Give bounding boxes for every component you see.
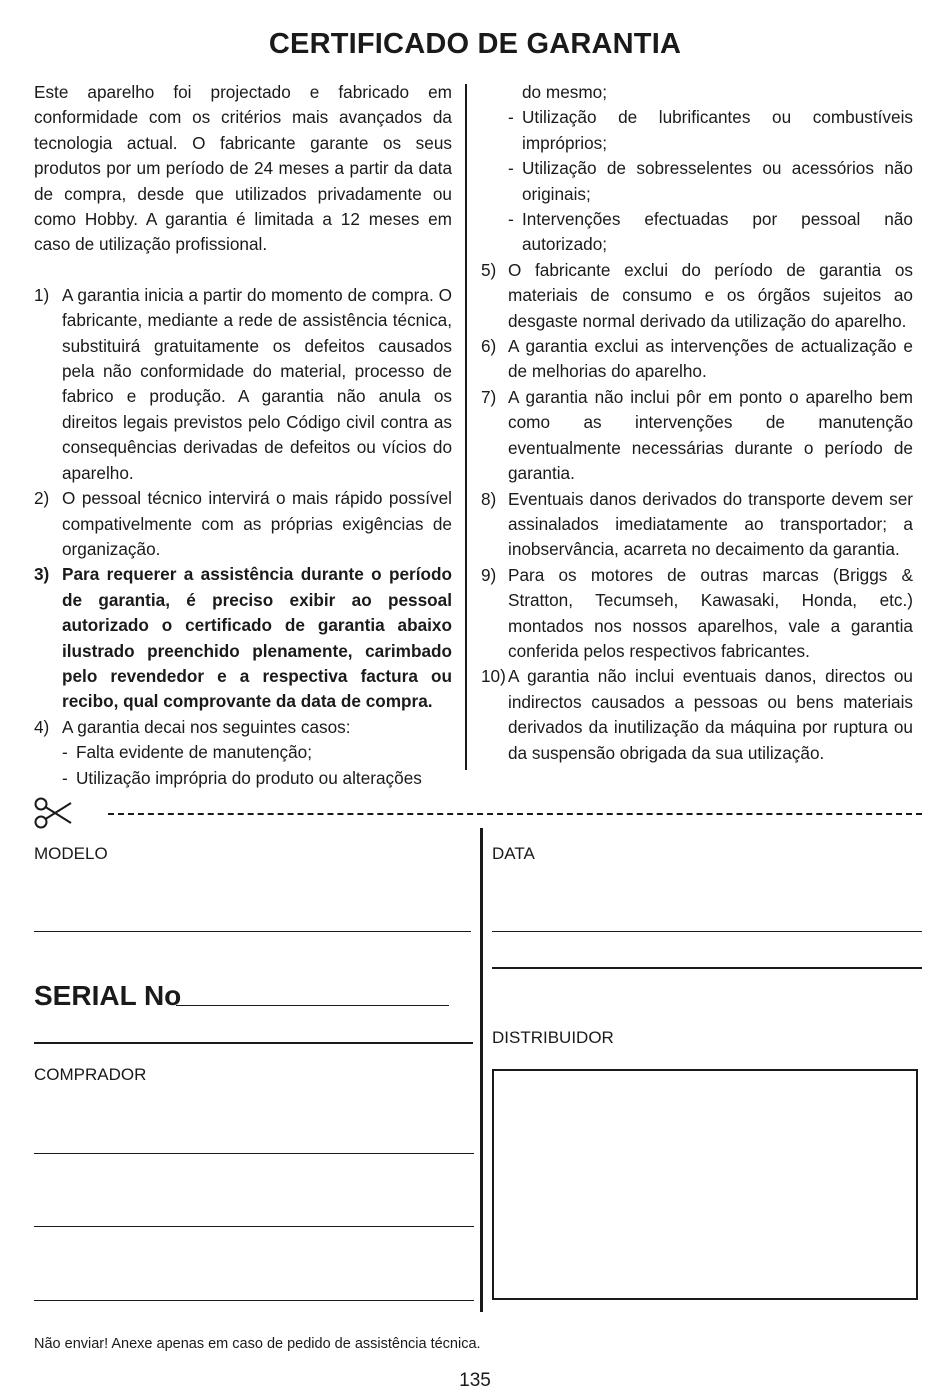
distribuidor-label: DISTRIBUIDOR [492, 1028, 614, 1047]
condition-number: 5) [481, 259, 497, 280]
exclusion-subitem [62, 740, 452, 765]
exclusion-subitem [481, 105, 913, 156]
serial-number-field-line-2[interactable] [34, 1042, 473, 1044]
exclusion-subitem [481, 207, 913, 258]
condition-number: 9) [481, 564, 497, 585]
exclusion-sublist-continued [481, 80, 913, 258]
page-title: CERTIFICADO DE GARANTIA [268, 28, 682, 60]
exclusion-text: Utilização de lubrificantes ou combustíveis impróprios; [522, 107, 913, 153]
condition-item-10 [481, 664, 913, 766]
comprador-field-line-2[interactable] [34, 1226, 474, 1227]
exclusion-text: Falta evidente de manutenção; [76, 742, 313, 763]
condition-number: 1) [34, 284, 50, 305]
condition-number: 3) [34, 564, 50, 585]
list-dash: - [508, 158, 514, 179]
warranty-conditions-list [34, 283, 452, 791]
data-label: DATA [492, 844, 535, 863]
condition-number: 4) [34, 716, 50, 737]
modelo-field-line[interactable] [34, 931, 471, 932]
exclusion-text: Utilização imprópria do produto ou alterações [76, 767, 422, 788]
condition-text: A garantia não inclui eventuais danos, directos ou indirectos causados a pessoas ou bens materiais derivados da inutilização da máquina por ruptura ou da suspensão obrigada da sua utilização. [508, 666, 913, 763]
condition-text: Eventuais danos derivados do transporte devem ser assinalados imediatamente ao transportador; a inobservância, acarreta no decaimento da garantia. [508, 488, 913, 560]
list-dash: - [62, 767, 68, 788]
modelo-label: MODELO [34, 844, 108, 863]
condition-item-2 [34, 486, 452, 562]
condition-item-1 [34, 283, 452, 486]
form-column-divider [480, 828, 483, 1312]
condition-item-9 [481, 563, 913, 665]
comprador-label: COMPRADOR [34, 1065, 147, 1084]
exclusion-subitem [481, 156, 913, 207]
list-dash: - [62, 742, 68, 763]
column-divider [465, 84, 467, 770]
warranty-text-right-column [481, 80, 913, 766]
condition-number: 2) [34, 488, 50, 509]
condition-text: A garantia exclui as intervenções de actualização e de melhorias do aparelho. [508, 336, 913, 382]
exclusion-text: do mesmo; [522, 82, 608, 102]
data-field-line-2[interactable] [492, 967, 922, 969]
condition-number: 7) [481, 386, 497, 407]
list-dash: - [508, 209, 514, 230]
condition-item-4 [34, 715, 452, 791]
data-field-line[interactable] [492, 931, 922, 932]
warranty-text-left-column [34, 80, 452, 791]
condition-text: A garantia inicia a partir do momento de compra. O fabricante, mediante a rede de assistência técnica, substituirá gratuitamente os defeitos causados pela não conformidade do material, processo de fabrico e produção. A garantia não anula os direitos legais previstos pelo Código civil contra as consequências derivadas de defeitos ou vícios do aparelho. [62, 284, 452, 483]
condition-text: A garantia não inclui pôr em ponto o aparelho bem como as intervenções de manutenção eventualmente necessárias durante o período de garantia. [508, 386, 913, 484]
serial-number-field-line[interactable] [176, 1005, 449, 1006]
condition-text: Para requerer a assistência durante o período de garantia, é preciso exibir ao pessoal autorizado o certificado de garantia abaixo ilustrado preenchido plenamente, carimbado pelo revendedor e a respectiva factura ou recibo, qual comprovante da data de compra. [62, 564, 452, 712]
scissors-icon [33, 796, 73, 830]
page-number: 135 [459, 1370, 491, 1391]
condition-number: 6) [481, 336, 497, 357]
condition-item-6 [481, 334, 913, 385]
condition-text: O fabricante exclui do período de garantia os materiais de consumo e os órgãos sujeitos ao desgaste normal derivado da utilização do aparelho. [508, 259, 913, 331]
condition-text: Para os motores de outras marcas (Briggs & Stratton, Tecumseh, Kawasaki, Honda, etc.) montados nos nossos aparelhos, vale a garantia conferida pelos respectivos fabricantes. [508, 564, 913, 661]
warranty-conditions-list-continued [481, 258, 913, 766]
comprador-field-line-3[interactable] [34, 1300, 474, 1301]
comprador-field-line-1[interactable] [34, 1153, 474, 1154]
list-dash: - [508, 107, 514, 128]
exclusion-sublist [62, 740, 452, 791]
exclusion-subitem [62, 766, 452, 791]
condition-item-8 [481, 487, 913, 563]
exclusion-subitem-continuation [481, 80, 913, 105]
footer-note: Não enviar! Anexe apenas em caso de pedido de assistência técnica. [34, 1336, 481, 1352]
condition-number: 10) [481, 666, 506, 687]
condition-item-3 [34, 562, 452, 714]
exclusion-text: Utilização de sobresselentes ou acessórios não originais; [522, 158, 913, 204]
condition-number: 8) [481, 488, 497, 509]
condition-text: O pessoal técnico intervirá o mais rápido possível compativelmente com as próprias exigências de organização. [62, 488, 452, 559]
condition-text: A garantia decai nos seguintes casos: [62, 716, 351, 737]
exclusion-text: Intervenções efectuadas por pessoal não autorizado; [522, 209, 913, 255]
distribuidor-stamp-box[interactable] [492, 1069, 918, 1300]
cut-here-dashed-line [108, 813, 922, 815]
serial-number-label: SERIAL No [34, 980, 182, 1011]
condition-item-5 [481, 258, 913, 334]
condition-item-7 [481, 385, 913, 487]
intro-paragraph: Este aparelho foi projectado e fabricado em conformidade com os critérios mais avançados da tecnologia actual. O fabricante garante os seus produtos por um período de 24 meses a partir da data de compra, desde que utilizados privadamente ou como Hobby. A garantia é limitada a 12 meses em caso de utilização profissional. [34, 82, 452, 255]
